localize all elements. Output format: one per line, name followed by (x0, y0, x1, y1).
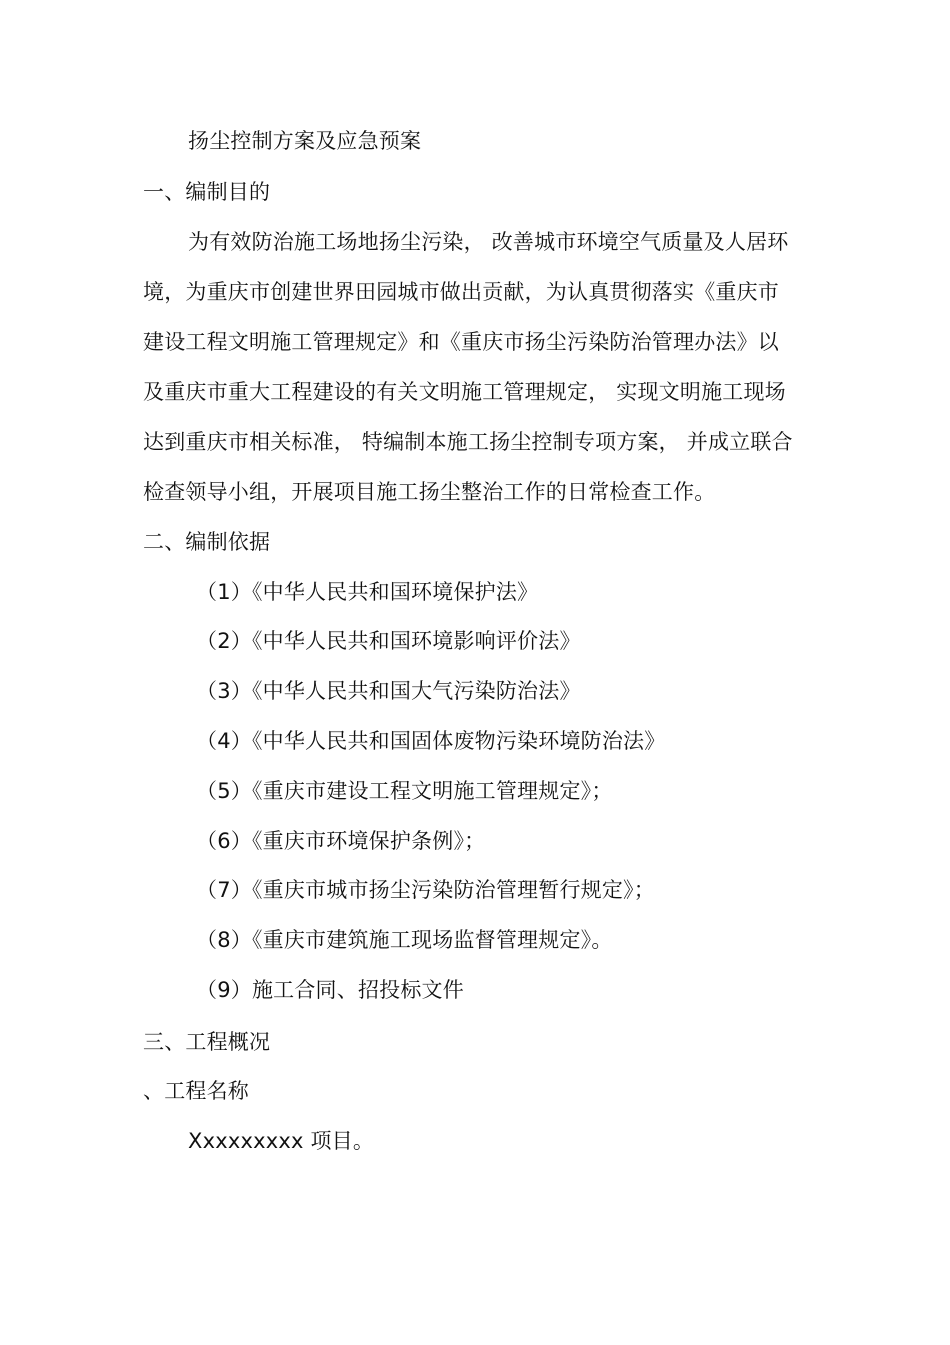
reference-item: （3）《中华人民共和国大气污染防治法》 (196, 679, 581, 703)
reference-item: （7）《重庆市城市扬尘污染防治管理暂行规定》； (196, 878, 655, 902)
reference-item: （2）《中华人民共和国环境影响评价法》 (196, 629, 581, 653)
reference-item: （9）施工合同、招投标文件 (196, 978, 464, 1002)
section-heading-overview: 三、工程概况 (143, 1030, 271, 1054)
paragraph-line: 境，为重庆市创建世界田园城市做出贡献，为认真贯彻落实《重庆市 (143, 280, 779, 304)
paragraph-line: 建设工程文明施工管理规定》和《重庆市扬尘污染防治管理办法》以 (143, 330, 779, 354)
section-heading-basis: 二、编制依据 (143, 530, 271, 554)
reference-item: （8）《重庆市建筑施工现场监督管理规定》。 (196, 928, 613, 952)
paragraph-line: 及重庆市重大工程建设的有关文明施工管理规定， 实现文明施工现场 (143, 380, 786, 404)
paragraph-line: 为有效防治施工场地扬尘污染， 改善城市环境空气质量及人居环 (188, 230, 789, 254)
project-name-text: Xxxxxxxxx 项目。 (188, 1129, 375, 1153)
reference-item: （6）《重庆市环境保护条例》； (196, 829, 486, 853)
reference-item: （1）《中华人民共和国环境保护法》 (196, 580, 539, 604)
subsection-heading-project-name: 、工程名称 (143, 1079, 249, 1103)
paragraph-line: 检查领导小组，开展项目施工扬尘整治工作的日常检查工作。 (143, 480, 716, 504)
document-title: 扬尘控制方案及应急预案 (188, 129, 422, 153)
reference-item: （4）《中华人民共和国固体废物污染环境防治法》 (196, 729, 666, 753)
reference-item: （5）《重庆市建设工程文明施工管理规定》； (196, 779, 613, 803)
paragraph-line: 达到重庆市相关标准， 特编制本施工扬尘控制专项方案， 并成立联合 (143, 430, 793, 454)
section-heading-purpose: 一、编制目的 (143, 180, 271, 204)
